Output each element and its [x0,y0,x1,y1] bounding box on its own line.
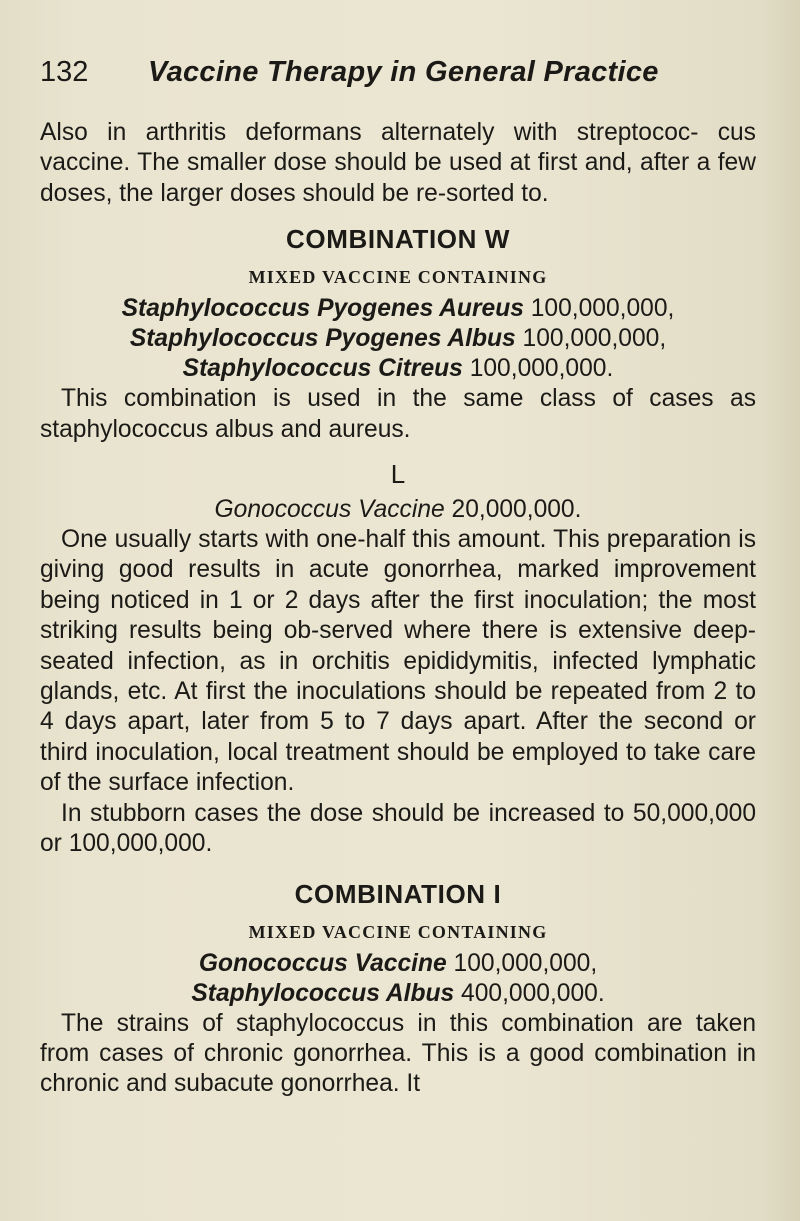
organism-count: 20,000,000. [451,496,582,524]
combination-w-heading: COMBINATION W [286,224,510,255]
text-line: Also in arthritis deformans alternately with streptococ- [40,119,699,146]
organism-count: 100,000,000, [530,295,675,323]
combination-i-heading: COMBINATION I [294,878,502,909]
text-line: served where there is extensive deep-seated infection, [40,617,756,675]
combination-w-subheading: MIXED VACCINE CONTAINING [248,267,548,288]
paragraph-arthritis [40,118,756,209]
paragraph-combination-i [40,1009,756,1100]
text-line: This combination is used in the same class of cases [61,385,714,413]
text-line: The strains of staphylococcus in this combination are [61,1009,683,1037]
formula-line [40,979,756,1009]
text-line: as staphylococcus albus and aureus. [40,385,756,443]
text-line: 50,000,000 or 100,000,000. [40,799,757,858]
text-line: second or third inoculation, local treatment should be [40,708,756,766]
paragraph-combination-w [40,384,756,445]
organism-name: Staphylococcus Citreus [182,355,463,383]
text-line: At first the inoculations should be repeated from 2 to 4 [40,678,757,736]
formula-line [40,324,756,354]
text-line: preparation is giving good results in acute gonorrhea, [40,526,757,584]
section-l-heading: L [390,459,406,490]
organism-name: Gonococcus Vaccine [198,949,447,977]
formula-line [40,949,756,979]
paragraph-stubborn-cases [40,799,756,860]
organism-count: 100,000,000. [469,355,614,383]
text-line: and, after a few doses, the larger doses should be re- [40,149,756,207]
page-number: 132 [40,56,89,88]
formula-line [40,495,756,525]
text-line: sorted to. [446,179,549,207]
paragraph-gonococcus [40,525,756,799]
text-line: cus vaccine. The smaller dose should be used at first [40,119,756,177]
text-line: days apart, later from 5 to 7 days apart. After the [64,708,633,736]
text-line: the first inoculation; the most striking results being ob- [40,586,756,645]
text-line: employed to take care of the surface infection. [40,738,756,797]
combination-i-subheading: MIXED VACCINE CONTAINING [248,921,548,942]
organism-count: 400,000,000. [461,979,605,1007]
text-line: as in orchitis epididymitis, infected lymphatic glands, etc. [40,647,756,706]
organism-name: Gonococcus Vaccine [214,496,445,524]
text-line: One usually starts with one-half this amount. This [61,526,600,554]
text-line: taken from cases of chronic gonorrhea. This is a good [40,1009,756,1067]
text-line: combination in chronic and subacute gonorrhea. It [40,1039,757,1098]
text-line: marked improvement being noticed in 1 or 2 days after [40,556,756,614]
page-body [40,118,756,1100]
formula-line [40,294,756,324]
formula-line [40,354,756,384]
organism-name: Staphylococcus Albus [191,979,455,1007]
organism-name: Staphylococcus Pyogenes Aureus [121,295,524,323]
text-line: In stubborn cases the dose should be increased to [61,799,625,827]
organism-count: 100,000,000, [453,949,598,977]
running-title: Vaccine Therapy in General Practice [148,56,659,88]
organism-name: Staphylococcus Pyogenes Albus [129,325,516,353]
page-header [40,52,760,92]
organism-count: 100,000,000, [522,325,667,353]
